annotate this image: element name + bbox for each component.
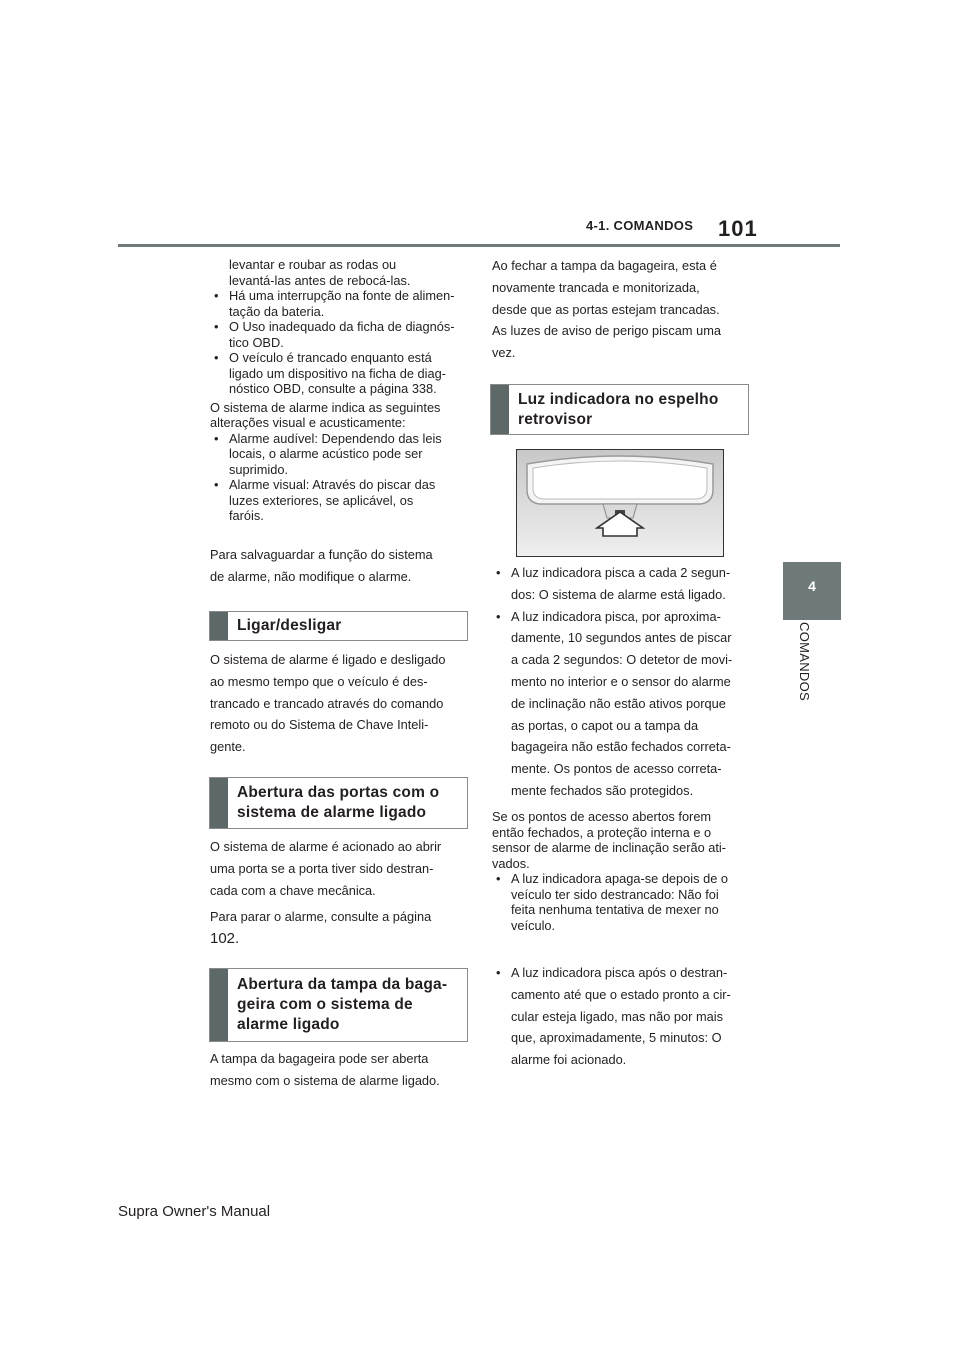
heading-on-off: Ligar/desligar — [209, 611, 468, 641]
left-intro-block: levantar e roubar as rodas ou levantá-las antes de rebocá-las. • Há uma interrupção na fonte de alimen- tação da bateria. • O Uso inadequado da ficha de diagnós- tico OBD. • O veículo é trancado enquanto está ligado um dispositivo na ficha de diag- nóstico OBD, consulte a página 338. O sistema de alarme indica as seguintes alterações visual e acusticamente: • Alarme audível: Dependendo das leis locais, o alarme acústico pode ser suprimido. • Alarme visual: Através do piscar das luzes exteriores, se aplicável, os faróis. — [210, 257, 472, 524]
chapter-number: 4 — [808, 578, 816, 594]
chapter-label: COMANDOS — [797, 622, 812, 701]
header-rule — [118, 244, 840, 247]
heading-indicator: Luz indicadora no espelho retrovisor — [490, 384, 749, 435]
section-title: 4-1. COMANDOS — [586, 218, 694, 233]
on-off-paragraph: O sistema de alarme é ligado e desligado ao mesmo tempo que o veículo é des- trancado e trancado através do comando remoto ou do Sistema de Chave Inteli- gente. — [210, 652, 446, 755]
safeguard-paragraph: Para salvaguardar a função do sistema de alarme, não modifique o alarme. — [210, 547, 433, 584]
closing-paragraph: Ao fechar a tampa da bagageira, esta é novamente trancada e monitorizada, desde que as portas estejam trancadas. As luzes de aviso de perigo piscam uma vez. — [492, 258, 722, 361]
list-item: • Alarme audível: Dependendo das leis — [210, 431, 472, 447]
list-item: • A luz indicadora pisca, por aproxima- — [492, 606, 754, 628]
manual-name: Supra Owner's Manual — [118, 1203, 271, 1220]
list-item: • O veículo é trancado enquanto está — [210, 350, 472, 366]
list-item: • Há uma interrupção na fonte de alimen- — [210, 288, 472, 304]
list-item: • A luz indicadora apaga-se depois de o — [492, 871, 754, 887]
list-item: • Alarme visual: Através do piscar das — [210, 477, 472, 493]
indicator-list: • A luz indicadora pisca a cada 2 segun- dos: O sistema de alarme está ligado. • A luz indicadora pisca, por aproxima- damente, 10 segundos antes de piscar a cada 2 segundos: O detetor de movi- mento no interior e o sensor do alarme de inclinação não estão ativos porque as portas, o capot ou a tampa da bagageira não estão fechados correta- mente. Os pontos de acesso correta- mente fechados são protegidos. — [492, 562, 754, 802]
list-item: • O Uso inadequado da ficha de diagnós- — [210, 319, 472, 335]
page-reference: 102. — [210, 930, 240, 948]
heading-doors: Abertura das portas com o sistema de alarme ligado — [209, 777, 468, 829]
access-points-block: Se os pontos de acesso abertos forem então fechados, a proteção interna e o sensor de alarme de inclinação serão ati- vados. • A luz indicadora apaga-se depois de o veículo ter sido destrancado: Não foi feita nenhuma tentativa de mexer no veículo. — [492, 809, 754, 933]
mirror-drawing — [517, 450, 723, 556]
heading-trunk: Abertura da tampa da baga- geira com o sistema de alarme ligado — [209, 968, 468, 1042]
list-item: • A luz indicadora pisca a cada 2 segun- — [492, 562, 754, 584]
page-number: 101 — [718, 216, 758, 241]
list-item: • A luz indicadora pisca após o destran- — [492, 962, 754, 984]
alarm-triggered-block: • A luz indicadora pisca após o destran- camento até que o estado pronto a cir- cular esteja ligado, mas não por mais que, aproximadamente, 5 minutos: O alarme foi acionado. — [492, 962, 754, 1071]
doors-paragraph: O sistema de alarme é acionado ao abrir uma porta se a porta tiver sido destran- cada com a chave mecânica. Para parar o alarme, consulte a página 102. — [210, 836, 472, 950]
trunk-paragraph: A tampa da bagageira pode ser aberta mesmo com o sistema de alarme ligado. — [210, 1051, 440, 1088]
rearview-mirror-illustration — [516, 449, 724, 557]
